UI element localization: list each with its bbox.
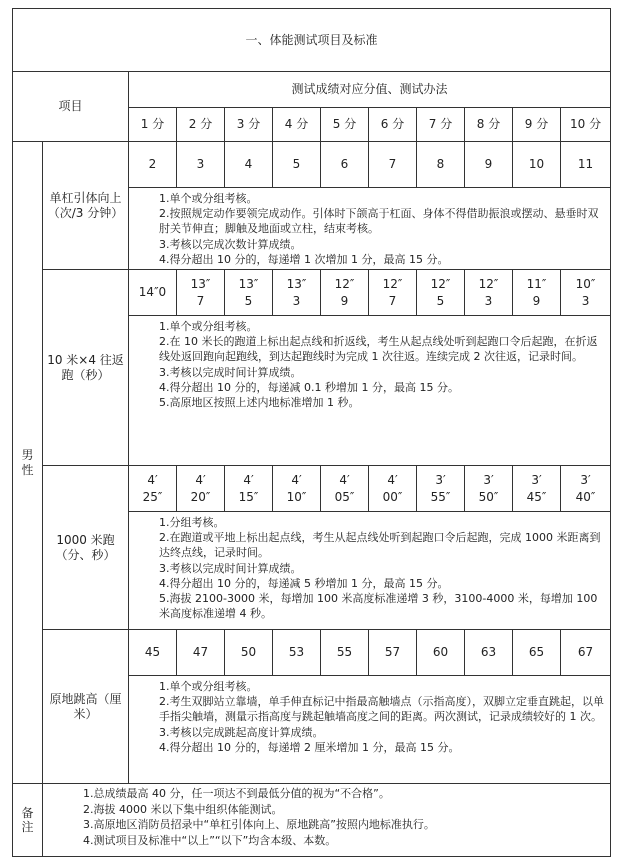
item-name: 1000 米跑（分、秒）: [43, 466, 129, 630]
score-value-cell: [321, 270, 369, 316]
score-value-part: 12″: [382, 277, 403, 292]
score-value-part: 5: [244, 293, 253, 308]
score-value-cell: [369, 270, 417, 316]
score-value-cell: 9: [465, 142, 513, 188]
score-value-cell: 4: [225, 142, 273, 188]
score-value-cell: [321, 466, 369, 512]
note-line: 2.按照规定动作要领完成动作。引体时下颌高于杠面、身体不得借助振浪或摆动、悬垂时双肘关节伸直；脚触及地面或立柱，结束考核。: [159, 207, 599, 236]
score-value-cell: 53: [273, 630, 321, 676]
item-score-row: [13, 270, 611, 316]
score-value-part: 12″: [430, 277, 451, 292]
score-value-cell: [513, 270, 561, 316]
score-value-part: 3′: [580, 473, 591, 488]
score-value-part: 12″: [478, 277, 499, 292]
note-line: 3.考核以完成次数计算成绩。: [159, 237, 302, 251]
score-value-part: 4′: [147, 473, 158, 488]
score-value-part: 20″: [190, 489, 211, 504]
score-value-part: 4′: [243, 473, 254, 488]
score-value-part: 14″0: [138, 285, 167, 300]
score-header-cell: 8 分: [465, 108, 513, 142]
score-value-cell: [561, 270, 611, 316]
score-value-part: 11″: [526, 277, 547, 292]
score-value-part: 15″: [238, 489, 259, 504]
score-value-cell: [417, 270, 465, 316]
score-value-cell: 2: [129, 142, 177, 188]
test-method-notes: [129, 676, 611, 784]
score-header-cell: 3 分: [225, 108, 273, 142]
remarks-label: [13, 784, 43, 857]
note-line: 2.在 10 米长的跑道上标出起点线和折返线，考生从起点线处听到起跑口令后起跑，在折返线处返回跑向起跑线，到达起跑线时为完成 1 次往返。连续完成 2 次往返，记录时间。: [159, 335, 598, 364]
remarks-label-line2: 注: [21, 820, 34, 835]
item-score-row: [13, 630, 611, 676]
score-value-cell: [513, 466, 561, 512]
score-value-cell: 5: [273, 142, 321, 188]
note-line: 2.在跑道或平地上标出起点线，考生从起点线处听到起跑口令后起跑，完成 1000 米距离到达终点线，记录时间。: [159, 531, 601, 560]
sex-label-line1: 男: [21, 448, 34, 463]
score-header-cell: 9 分: [513, 108, 561, 142]
remark-line: 1.总成绩最高 40 分，任一项达不到最低分值的视为“不合格”。: [83, 787, 390, 801]
note-line: 1.单个或分组考核。: [159, 320, 258, 334]
remarks-label-line1: 备: [21, 805, 34, 820]
score-value-cell: 50: [225, 630, 273, 676]
score-value-cell: [465, 466, 513, 512]
score-value-part: 4′: [339, 473, 350, 488]
score-header-cell: 7 分: [417, 108, 465, 142]
remarks-notes: [43, 784, 611, 857]
score-value-part: 25″: [142, 489, 163, 504]
sex-label-line2: 性: [21, 462, 34, 477]
score-value-cell: 67: [561, 630, 611, 676]
score-value-part: 3′: [531, 473, 542, 488]
score-value-part: 50″: [478, 489, 499, 504]
score-value-cell: [177, 466, 225, 512]
score-value-part: 3: [484, 293, 493, 308]
score-value-part: 05″: [334, 489, 355, 504]
score-value-cell: [177, 270, 225, 316]
note-line: 4.得分超出 10 分的，每递减 5 秒增加 1 分，最高 15 分。: [159, 576, 449, 590]
note-line: 5.海拔 2100-3000 米，每增加 100 米高度标准递增 3 秒，3100-4000 米，每增加 100 米高度标准递增 4 秒。: [159, 592, 598, 621]
score-value-part: 9: [532, 293, 541, 308]
score-value-cell: 11: [561, 142, 611, 188]
score-value-part: 3: [292, 293, 301, 308]
table-title: 一、体能测试项目及标准: [13, 9, 611, 72]
score-header-cell: 1 分: [129, 108, 177, 142]
score-value-part: 10″: [575, 277, 596, 292]
score-value-cell: [465, 270, 513, 316]
score-value-cell: [129, 466, 177, 512]
fitness-standards-table: [12, 8, 611, 857]
note-line: 4.得分超出 10 分的，每递增 2 厘米增加 1 分，最高 15 分。: [159, 740, 460, 754]
score-header-cell: 10 分: [561, 108, 611, 142]
item-column-header: 项目: [13, 72, 129, 142]
score-value-cell: 57: [369, 630, 417, 676]
score-value-cell: 8: [417, 142, 465, 188]
score-value-part: 7: [388, 293, 397, 308]
score-header-cell: 4 分: [273, 108, 321, 142]
score-value-part: 7: [196, 293, 205, 308]
note-line: 4.得分超出 10 分的，每递减 0.1 秒增加 1 分，最高 15 分。: [159, 380, 459, 394]
score-value-cell: 55: [321, 630, 369, 676]
remarks-row: [13, 784, 611, 857]
score-value-part: 13″: [238, 277, 259, 292]
score-value-cell: [273, 466, 321, 512]
note-line: 5.高原地区按照上述内地标准增加 1 秒。: [159, 396, 360, 410]
score-value-part: 10″: [286, 489, 307, 504]
score-header-cell: 6 分: [369, 108, 417, 142]
sex-label: [13, 142, 43, 784]
score-value-cell: [273, 270, 321, 316]
score-method-header: 测试成绩对应分值、测试办法: [129, 72, 611, 108]
note-line: 3.考核以完成时间计算成绩。: [159, 561, 302, 575]
note-line: 4.得分超出 10 分的，每递增 1 次增加 1 分，最高 15 分。: [159, 252, 449, 266]
score-value-part: 13″: [190, 277, 211, 292]
score-value-part: 13″: [286, 277, 307, 292]
score-header-cell: 2 分: [177, 108, 225, 142]
score-value-cell: 7: [369, 142, 417, 188]
score-value-cell: 3: [177, 142, 225, 188]
score-value-cell: [369, 466, 417, 512]
score-value-part: 12″: [334, 277, 355, 292]
score-value-part: 3: [581, 293, 590, 308]
item-name: 10 米×4 往返跑（秒）: [43, 270, 129, 466]
score-value-part: 00″: [382, 489, 403, 504]
score-value-cell: 6: [321, 142, 369, 188]
score-value-cell: [225, 270, 273, 316]
score-value-part: 9: [340, 293, 349, 308]
score-value-cell: 65: [513, 630, 561, 676]
score-value-part: 45″: [526, 489, 547, 504]
item-score-row: [13, 466, 611, 512]
item-name: 单杠引体向上（次/3 分钟）: [43, 142, 129, 270]
score-value-part: 4′: [387, 473, 398, 488]
item-score-row: [13, 142, 611, 188]
test-method-notes: [129, 316, 611, 466]
score-value-cell: [417, 466, 465, 512]
score-value-part: 5: [436, 293, 445, 308]
test-method-notes: [129, 512, 611, 630]
score-value-cell: [561, 466, 611, 512]
item-name: 原地跳高（厘米）: [43, 630, 129, 784]
score-value-cell: 10: [513, 142, 561, 188]
score-value-cell: 47: [177, 630, 225, 676]
test-method-notes: [129, 188, 611, 270]
score-value-cell: [129, 270, 177, 316]
score-value-part: 40″: [575, 489, 596, 504]
remark-line: 2.海拔 4000 米以下集中组织体能测试。: [83, 802, 283, 816]
score-value-part: 3′: [435, 473, 446, 488]
note-line: 3.考核以完成时间计算成绩。: [159, 365, 302, 379]
note-line: 1.单个或分组考核。: [159, 192, 258, 205]
note-line: 1.分组考核。: [159, 516, 225, 530]
score-value-part: 3′: [483, 473, 494, 488]
score-value-cell: 45: [129, 630, 177, 676]
score-header-cell: 5 分: [321, 108, 369, 142]
remark-line: 4.测试项目及标准中“以上”“以下”均含本级、本数。: [83, 833, 337, 847]
score-value-part: 4′: [291, 473, 302, 488]
score-value-cell: [225, 466, 273, 512]
note-line: 2.考生双脚站立靠墙，单手伸直标记中指最高触墙点（示指高度），双脚立定垂直跳起，以单手指尖触墙，测量示指高度与跳起触墙高度之间的距离。两次测试，记录成绩较好的 1 次。: [159, 695, 604, 724]
score-value-cell: 60: [417, 630, 465, 676]
note-line: 3.考核以完成跳起高度计算成绩。: [159, 725, 324, 739]
remark-line: 3.高原地区消防员招录中“单杠引体向上、原地跳高”按照内地标准执行。: [83, 818, 435, 832]
score-value-cell: 63: [465, 630, 513, 676]
note-line: 1.单个或分组考核。: [159, 680, 258, 694]
score-value-part: 4′: [195, 473, 206, 488]
score-value-part: 55″: [430, 489, 451, 504]
